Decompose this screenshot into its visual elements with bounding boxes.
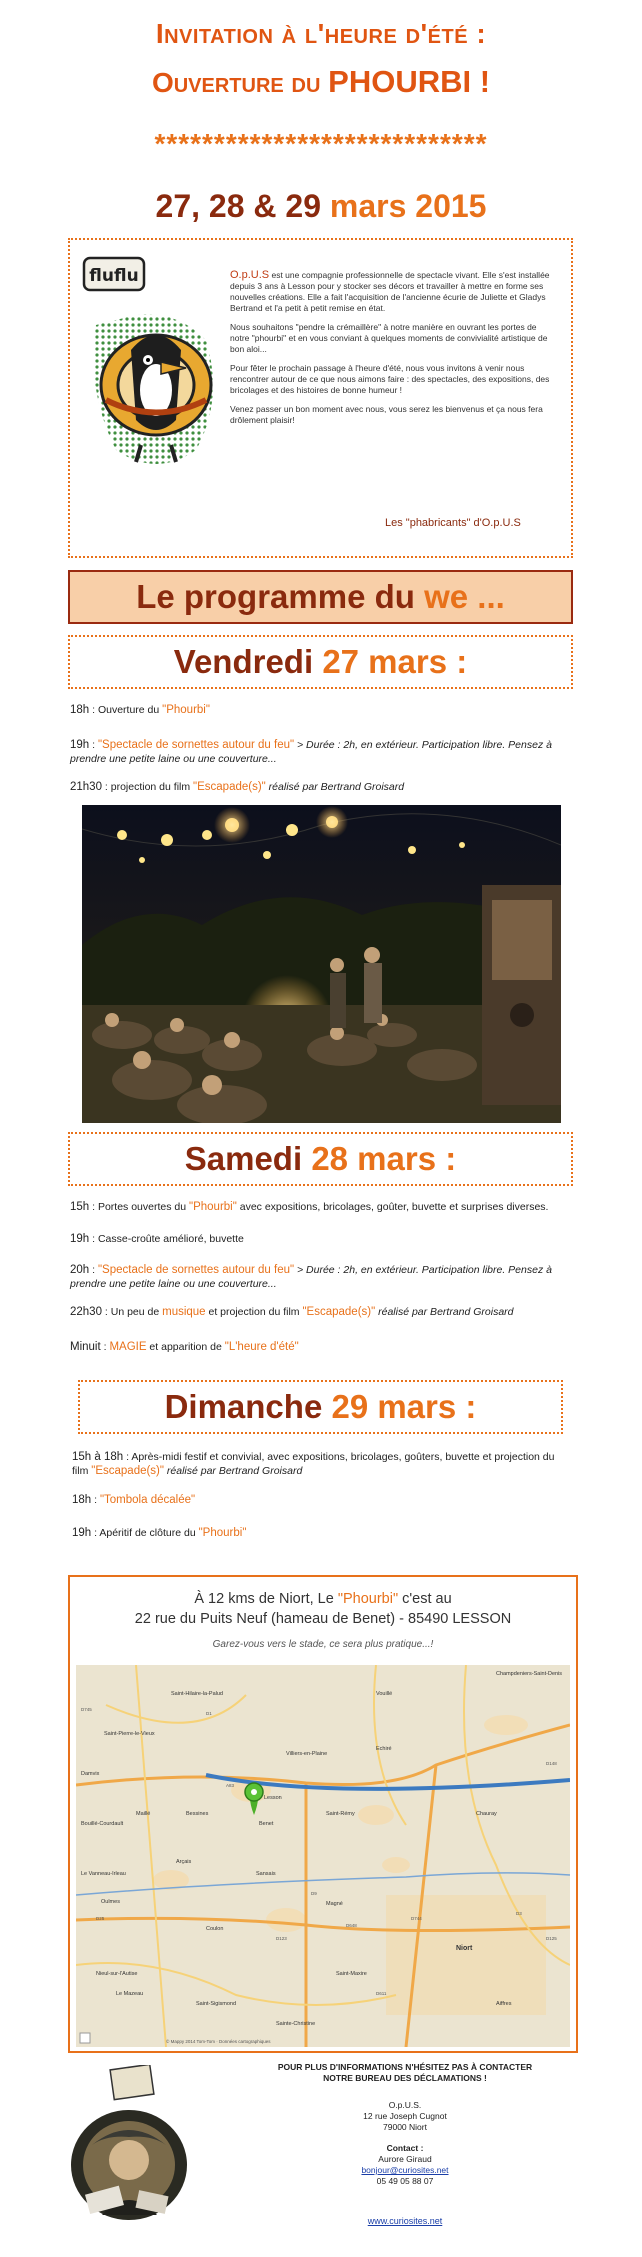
day-date: 28 mars : <box>311 1140 457 1177</box>
event-text: : <box>89 739 98 751</box>
road-label: D9 <box>311 1891 317 1896</box>
map-label: Lesson <box>264 1795 282 1801</box>
event-text: : projection du film <box>101 781 194 793</box>
address-prefix: À 12 kms de Niort, Le <box>194 1591 338 1607</box>
event-item <box>72 1493 572 1507</box>
event-highlight: "Tombola décalée" <box>99 1494 196 1506</box>
event-time: 22h30 <box>70 1306 102 1318</box>
actor-portrait <box>62 2065 197 2235</box>
event-text: : <box>89 1264 98 1276</box>
programme-banner <box>68 570 573 624</box>
contact-heading-line-2: NOTRE BUREAU DES DÉCLAMATIONS ! <box>323 2073 487 2083</box>
event-highlight: "Phourbi" <box>162 704 210 716</box>
event-highlight: "Escapade(s)" <box>193 781 266 793</box>
road-label: D25 <box>96 1916 105 1921</box>
event-highlight: musique <box>162 1306 206 1318</box>
event-time: 19h <box>72 1527 92 1539</box>
road-label: D648 <box>346 1923 357 1928</box>
map-label: Villiers-en-Plaine <box>286 1751 328 1757</box>
event-item <box>70 1340 575 1354</box>
map-label: Champdeniers-Saint-Denis <box>496 1671 563 1677</box>
map-label: Echiré <box>376 1746 392 1752</box>
event-item <box>70 738 575 766</box>
map-label: Oulmes <box>101 1899 120 1905</box>
event-text-2: et apparition de <box>146 1341 225 1353</box>
event-highlight: "Spectacle de sornettes autour du feu" <box>97 739 295 751</box>
map-label: Aiffres <box>496 2001 512 2007</box>
event-text: : Après-midi festif et convivial, avec expositions, bricolages, goûters, buvette et projection du film <box>72 1451 555 1477</box>
address-line-1 <box>70 1591 576 1607</box>
event-highlight: "Escapade(s)" <box>91 1465 164 1477</box>
map-label: Saint-Rémy <box>326 1811 355 1817</box>
event-note: > Durée : 2h, en extérieur. Participation libre. Pensez à prendre une petite laine ou une couverture... <box>70 1264 552 1290</box>
event-text: : <box>91 1494 100 1506</box>
event-time: 20h <box>70 1264 90 1276</box>
map-label: Magné <box>326 1901 343 1907</box>
event-text: : Casse-croûte amélioré, buvette <box>89 1233 244 1245</box>
event-item <box>70 1263 575 1291</box>
event-text-2: avec expositions, bricolages, goûter, buvette et surprises diverses. <box>236 1201 549 1213</box>
map-label: Arçais <box>176 1859 192 1865</box>
intro-paragraph-3: Pour fêter le prochain passage à l'heure d'été, nous vous invitons à venir nous rencontrer autour de ce que nous aimons faire : des spectacles, des expositions, des bricolages et des histoires de bonne humeur ! <box>230 363 550 395</box>
parking-note: Garez-vous vers le stade, ce sera plus pratique...! <box>212 1639 434 1650</box>
location-box <box>68 1575 578 2053</box>
contact-name: Aurore Giraud <box>378 2154 432 2164</box>
event-time: 18h <box>72 1494 92 1506</box>
event-item <box>70 780 570 794</box>
intro-p1-text: est une compagnie professionnelle de spectacle vivant. Elle s'est installée depuis 3 ans à Lesson pour y stocker ses décors et travailler à mettre en forme ses nouvelles créations. Elle a fait l'acquisition de l'ancienne écurie de Juliette et Gladys Bertrand et l'a petit à petit remise en état. <box>230 270 550 313</box>
contact-block <box>320 2100 490 2187</box>
map-label: Le Vanneau-Irleau <box>81 1871 126 1877</box>
intro-paragraph-4: Venez passer un bon moment avec nous, vous serez les bienvenus et ça nous fera drôlement plaisir! <box>230 404 543 425</box>
title-name: PHOURBI ! <box>328 64 491 99</box>
address-suffix: c'est au <box>398 1591 452 1607</box>
map-control-icon[interactable] <box>80 2033 90 2043</box>
road-label: A83 <box>226 1783 235 1788</box>
map-label: Maillé <box>136 1811 151 1817</box>
event-item <box>70 1232 575 1246</box>
event-item <box>70 1305 575 1319</box>
map-label: Benet <box>259 1821 274 1827</box>
event-highlight: "Phourbi" <box>189 1201 237 1213</box>
event-text: : Apéritif de clôture du <box>91 1527 199 1539</box>
dates-month: mars 2015 <box>329 188 487 224</box>
day-header-saturday <box>68 1132 573 1186</box>
logo-text: fluflu <box>89 266 139 286</box>
contact-org: O.p.U.S. <box>388 2100 422 2110</box>
contact-heading-line-1: POUR PLUS D'INFORMATIONS N'HÉSITEZ PAS À CONTACTER <box>277 2062 533 2072</box>
address-venue: "Phourbi" <box>337 1591 399 1607</box>
map-label: Saint-Maxire <box>336 1971 367 1977</box>
event-highlight: "Spectacle de sornettes autour du feu" <box>97 1264 295 1276</box>
map-label: Saint-Hilaire-la-Palud <box>171 1691 223 1697</box>
website-link[interactable]: www.curiosites.net <box>367 2216 443 2226</box>
event-item <box>70 703 570 717</box>
day-date: 29 mars : <box>331 1388 477 1425</box>
map-label: Vouillé <box>376 1691 393 1697</box>
event-time: 15h à 18h <box>72 1451 124 1463</box>
intro-paragraph-2: Nous souhaitons "pendre la crémaillère" à notre manière en ouvrant les portes de notre "phourbi" et en vous conviant à quelques moments de convivialité artistique de bon aloi... <box>230 322 548 354</box>
map-credit: © Mappy 2014 Tom-Tom · Données cartographiques <box>166 2039 271 2044</box>
title-prefix: Ouverture du <box>151 67 329 98</box>
event-time: 19h <box>70 1233 90 1245</box>
contact-label: Contact : <box>386 2143 424 2153</box>
programme-title-we: we ... <box>424 578 505 615</box>
event-text: : Un peu de <box>101 1306 163 1318</box>
map-label: Saint-Pierre-le-Vieux <box>104 1731 155 1737</box>
road-label: D125 <box>546 1936 557 1941</box>
opus-name: O.p.U.S <box>230 269 270 281</box>
road-label: D3 <box>516 1911 522 1916</box>
event-item <box>72 1450 572 1478</box>
road-label: D744 <box>411 1916 422 1921</box>
event-text-2: et projection du film <box>205 1306 303 1318</box>
intro-paragraph-1 <box>230 270 555 314</box>
contact-phone: 05 49 05 88 07 <box>376 2176 434 2186</box>
road-label: D1 <box>206 1711 212 1716</box>
title-line-2 <box>0 64 642 100</box>
event-highlight-2: "Escapade(s)" <box>302 1306 376 1318</box>
event-item <box>72 1526 572 1540</box>
event-note: réalisé par Bertrand Groisard <box>375 1306 514 1318</box>
event-item <box>70 1200 575 1214</box>
event-note: > Durée : 2h, en extérieur. Participation libre. Pensez à prendre une petite laine ou une couverture... <box>70 739 552 765</box>
signature: Les "phabricants" d'O.p.U.S <box>385 517 521 529</box>
map-label: Le Mazeau <box>116 1991 144 1997</box>
event-note: réalisé par Bertrand Groisard <box>163 1465 303 1477</box>
fluflu-logo <box>76 250 226 480</box>
map-label: Saint-Sigismond <box>196 2001 237 2007</box>
event-time: 18h <box>70 704 90 716</box>
event-highlight: "Phourbi" <box>198 1527 247 1539</box>
road-label: D148 <box>546 1761 557 1766</box>
stars-divider: **************************** <box>154 128 488 159</box>
map-label: Niort <box>456 1945 473 1952</box>
day-label: Dimanche <box>164 1388 323 1425</box>
event-highlight-2: "L'heure d'été" <box>224 1341 299 1353</box>
map-label: Sainte-Christine <box>276 2021 316 2027</box>
event-note: réalisé par Bertrand Groisard <box>265 781 405 793</box>
map-label: Chauray <box>476 1811 497 1817</box>
road-label: D745 <box>81 1707 92 1712</box>
map-label: Sansais <box>256 1871 276 1877</box>
event-text: : <box>100 1341 110 1353</box>
map-label: Coulon <box>206 1926 224 1932</box>
day-date: 27 mars : <box>322 643 468 680</box>
map-label: Nieul-sur-l'Autise <box>96 1971 138 1977</box>
map-label: Bessines <box>186 1811 209 1817</box>
location-map[interactable] <box>76 1665 570 2047</box>
programme-title <box>70 572 571 622</box>
title-line-1: Invitation à l'heure d'été : <box>155 18 487 49</box>
day-label: Vendredi <box>173 643 314 680</box>
event-dates <box>0 188 642 225</box>
address-line-2: 22 rue du Puits Neuf (hameau de Benet) - 85490 LESSON <box>134 1611 512 1627</box>
road-label: D123 <box>276 1936 287 1941</box>
programme-title-prefix: Le programme du <box>136 578 425 615</box>
event-time: 21h30 <box>70 781 102 793</box>
campfire-photo <box>82 805 561 1123</box>
day-label: Samedi <box>184 1140 303 1177</box>
road-label: D611 <box>376 1991 387 1996</box>
dates-days: 27, 28 & 29 <box>155 188 321 224</box>
event-text: : Portes ouvertes du <box>89 1201 189 1213</box>
map-label: Damvix <box>81 1771 100 1777</box>
event-time: 19h <box>70 739 90 751</box>
contact-city: 79000 Niort <box>383 2122 427 2132</box>
event-text: : Ouverture du <box>89 704 163 716</box>
day-header-friday <box>68 635 573 689</box>
intro-box <box>68 238 573 558</box>
intro-text <box>230 270 555 434</box>
contact-street: 12 rue Joseph Cugnot <box>363 2111 447 2121</box>
event-time: Minuit <box>70 1341 101 1353</box>
map-label: Bouillé-Courdault <box>81 1821 124 1827</box>
event-time: 15h <box>70 1201 90 1213</box>
day-header-sunday <box>78 1380 563 1434</box>
event-highlight: MAGIE <box>109 1341 147 1353</box>
contact-heading <box>240 2062 570 2084</box>
contact-email-link[interactable]: bonjour@curiosites.net <box>361 2165 449 2175</box>
